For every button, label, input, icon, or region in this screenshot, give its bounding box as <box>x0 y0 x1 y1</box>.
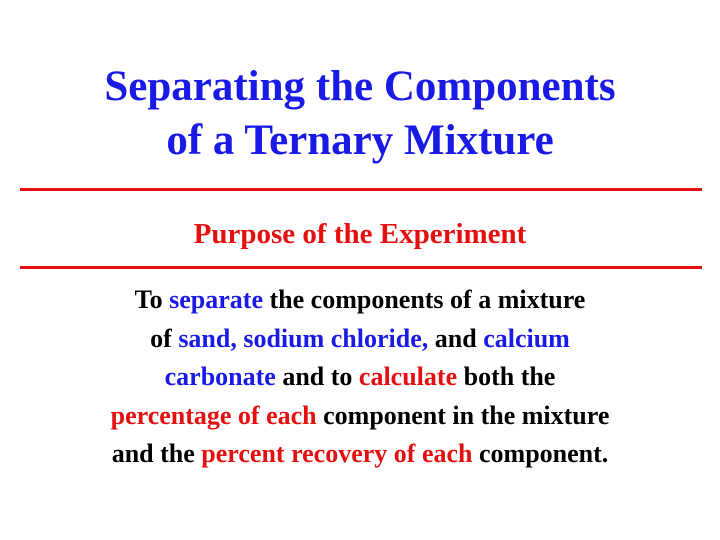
paragraph-line-2 <box>0 320 720 359</box>
highlight-carbonate: carbonate <box>164 362 276 391</box>
paragraph-line-5 <box>0 435 720 474</box>
slide-title-line-1: Separating the Components <box>104 63 616 110</box>
text-run: and to <box>275 362 359 391</box>
paragraph-line-1 <box>0 281 720 320</box>
text-run: and <box>428 323 484 353</box>
text-run: component. <box>472 439 609 468</box>
highlight-components: sand, sodium chloride, <box>178 323 429 353</box>
text-run: the components of a mixture <box>263 285 586 314</box>
text-run: To <box>134 285 170 314</box>
highlight-percentage: percentage of each <box>110 400 317 430</box>
slide-subtitle: Purpose of the Experiment <box>193 218 527 250</box>
paragraph-line-4 <box>0 397 720 436</box>
paragraph-line-3 <box>0 358 720 397</box>
slide-title <box>0 60 720 168</box>
text-run: of <box>150 323 179 353</box>
text-run: and the <box>111 439 202 468</box>
highlight-percent-recovery: percent recovery of each <box>201 439 473 468</box>
purpose-paragraph <box>0 281 720 474</box>
divider-bottom <box>20 266 702 269</box>
divider-top <box>20 188 702 191</box>
text-run: both the <box>457 362 556 391</box>
highlight-calculate: calculate <box>358 362 458 391</box>
highlight-calcium: calcium <box>483 323 570 353</box>
highlight-separate: separate <box>169 285 263 314</box>
slide-title-line-2: of a Ternary Mixture <box>166 117 554 164</box>
text-run: component in the mixture <box>316 400 610 430</box>
